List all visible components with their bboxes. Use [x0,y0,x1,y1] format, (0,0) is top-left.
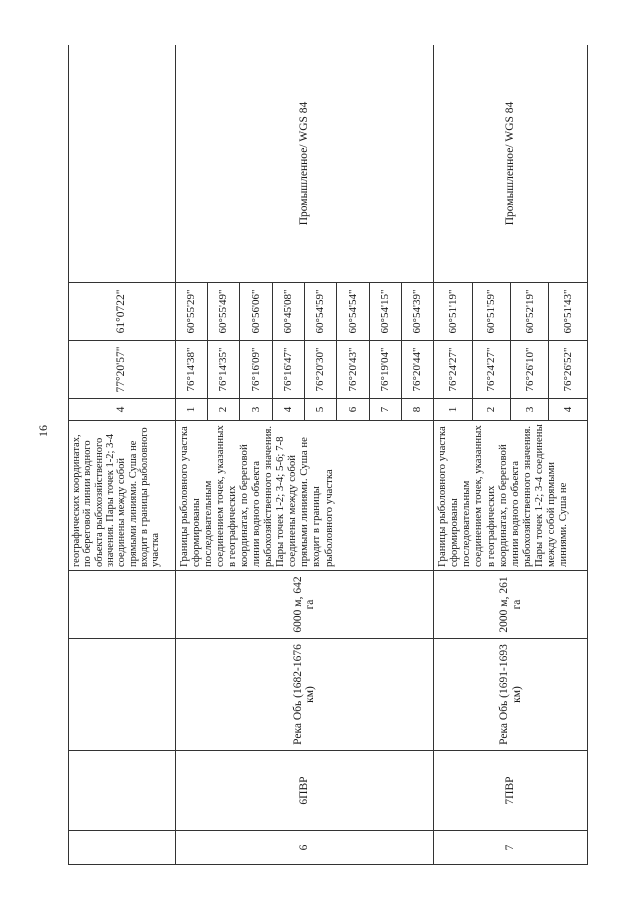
latitude-cell: 60°51'59" [472,283,510,341]
latitude-cell: 60°54'15" [369,283,401,341]
description-cell: Границы рыболовного участка сформированы последовательным соединением точек, указанных в географических координатах, по береговой линии водного объекта рыбохозяйственного значения. Пары точек 1-2; 3-4; 5-6; 7-8 соединены между собой прямыми линиями. Суша не входит в границы рыболовного участка [175,421,434,571]
name-cell [69,639,176,751]
point-number-cell: 2 [207,399,239,421]
description-cell: Границы рыболовного участка сформированы последовательным соединением точек, указанных в географических координатах, по береговой линии водного объекта рыбохозяйственного значения. Пары точек 1-2; 3-4 соединены между собой прямыми линиями. Суша не [434,421,588,571]
latitude-cell: 60°54'39" [401,283,433,341]
point-number-cell: 1 [434,399,472,421]
longitude-cell: 76°16'47" [272,341,304,399]
latitude-cell: 60°52'19" [511,283,549,341]
latitude-cell: 60°51'43" [549,283,588,341]
system-cell [69,45,176,283]
coordinate-system-cell: Промышленное/ WGS 84 [175,45,434,283]
longitude-cell: 76°14'35" [207,341,239,399]
code-cell: 6ПВР [175,751,434,831]
coordinate-system-cell: Промышленное/ WGS 84 [434,45,588,283]
table-row [69,45,176,865]
latitude-cell: 60°54'54" [337,283,369,341]
code-cell [69,751,176,831]
longitude-cell: 76°24'27" [472,341,510,399]
size-cell: 6000 м, 642 га [175,571,434,639]
description-cell: географических координатах, по береговой линии водного объекта рыбохозяйственного значения. Пары точек 1-2; 3-4 соединены между собой прямыми линиями. Суша не входит в границы рыболовного участка [69,421,176,571]
latitude-cell: 61°0722" [69,283,176,341]
table-row [434,45,472,865]
coordinates-table [68,45,588,865]
point-number-cell: 3 [240,399,272,421]
point-number-cell: 4 [272,399,304,421]
table-row [175,45,207,865]
page-number: 16 [36,425,50,437]
longitude-cell: 76°24'27" [434,341,472,399]
row-number-cell: 7 [434,831,588,865]
name-cell: Река Обь (1691-1693 км) [434,639,588,751]
longitude-cell: 76°20'44" [401,341,433,399]
longitude-cell: 77°20'57" [69,341,176,399]
longitude-cell: 76°16'09" [240,341,272,399]
point-number-cell: 7 [369,399,401,421]
longitude-cell: 76°20'30" [304,341,336,399]
latitude-cell: 60°55'29" [175,283,207,341]
point-number-cell: 3 [511,399,549,421]
point-number-cell: 6 [337,399,369,421]
point-number-cell: 5 [304,399,336,421]
longitude-cell: 76°26'52" [549,341,588,399]
latitude-cell: 60°45'08" [272,283,304,341]
longitude-cell: 76°26'10" [511,341,549,399]
point-number-cell: 1 [175,399,207,421]
latitude-cell: 60°56'06" [240,283,272,341]
latitude-cell: 60°55'49" [207,283,239,341]
point-number-cell: 4 [549,399,588,421]
point-number-cell: 2 [472,399,510,421]
longitude-cell: 76°14'38" [175,341,207,399]
row-number-cell [69,831,176,865]
latitude-cell: 60°51'19" [434,283,472,341]
longitude-cell: 76°19'04" [369,341,401,399]
point-number-cell: 8 [401,399,433,421]
point-number-cell: 4 [69,399,176,421]
longitude-cell: 76°20'43" [337,341,369,399]
latitude-cell: 60°54'59" [304,283,336,341]
code-cell: 7ПВР [434,751,588,831]
size-cell [69,571,176,639]
fishing-area-table [68,45,588,865]
name-cell: Река Обь (1682-1676 км) [175,639,434,751]
size-cell: 2000 м, 261 га [434,571,588,639]
row-number-cell: 6 [175,831,434,865]
